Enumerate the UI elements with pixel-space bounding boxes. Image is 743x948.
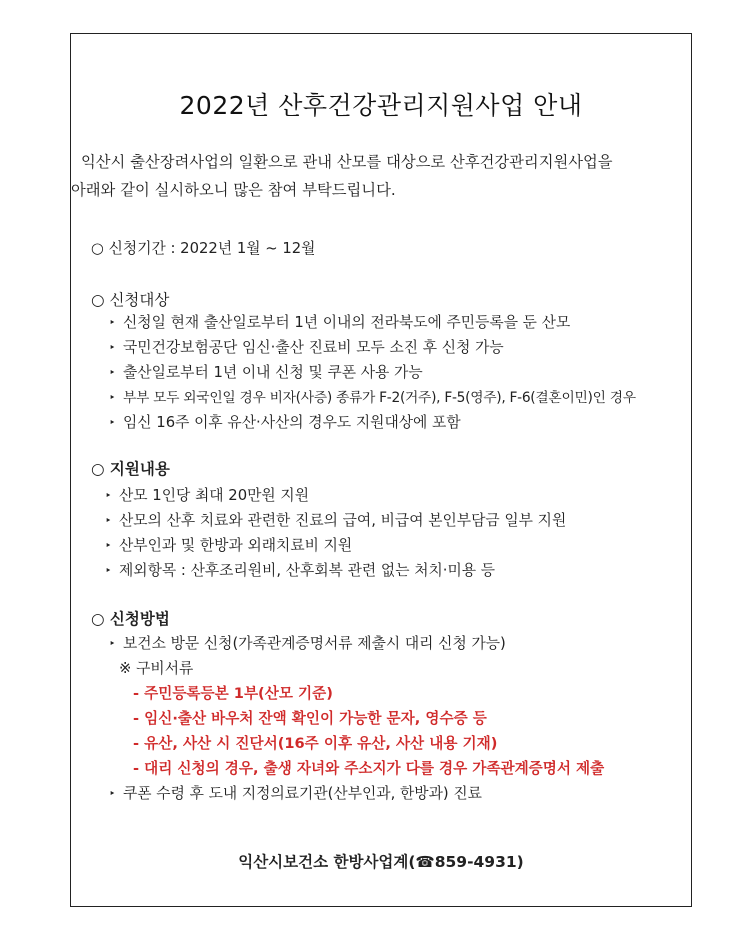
eligibility-heading: ○ 신청대상 xyxy=(91,291,170,309)
eligibility-item: ‣ 임신 16주 이후 유산·사산의 경우도 지원대상에 포함 xyxy=(109,414,461,431)
method-visit: ‣ 보건소 방문 신청(가족관계증명서류 제출시 대리 신청 가능) xyxy=(109,635,506,652)
notice-title: 2022년 산후건강관리지원사업 안내 xyxy=(179,91,583,120)
bullet-icon: ‣ xyxy=(105,489,112,502)
doc-item: - 유산, 사산 시 진단서(16주 이후 유산, 사산 내용 기재) xyxy=(133,735,498,752)
bullet-icon: ‣ xyxy=(109,637,116,650)
contact-footer: 익산시보건소 한방사업계(☎859-4931) xyxy=(238,853,524,871)
bullet-icon: ‣ xyxy=(109,416,116,429)
support-item: ‣ 제외항목 : 산후조리원비, 산후회복 관련 없는 처치·미용 등 xyxy=(105,562,496,579)
eligibility-item: ‣ 신청일 현재 출산일로부터 1년 이내의 전라북도에 주민등록을 둔 산모 xyxy=(109,314,571,331)
doc-item: - 임신·출산 바우처 잔액 확인이 가능한 문자, 영수증 등 xyxy=(133,710,487,727)
intro-paragraph xyxy=(71,148,691,204)
method-heading: ○ 신청방법 xyxy=(91,610,170,628)
support-item: ‣ 산모 1인당 최대 20만원 지원 xyxy=(105,487,309,504)
bullet-icon: ‣ xyxy=(109,366,116,379)
period-line: ○ 신청기간 : 2022년 1월 ~ 12월 xyxy=(91,240,316,257)
bullet-icon: ‣ xyxy=(109,341,116,354)
eligibility-item: ‣ 국민건강보험공단 임신·출산 진료비 모두 소진 후 신청 가능 xyxy=(109,339,504,356)
eligibility-item: ‣ 출산일로부터 1년 이내 신청 및 쿠폰 사용 가능 xyxy=(109,364,423,381)
intro-line-2: 아래와 같이 실시하오니 많은 참여 부탁드립니다. xyxy=(71,181,396,199)
bullet-icon: ‣ xyxy=(105,514,112,527)
doc-item: - 대리 신청의 경우, 출생 자녀와 주소지가 다를 경우 가족관계증명서 제출 xyxy=(133,760,605,777)
bullet-icon: ‣ xyxy=(109,391,116,404)
eligibility-item: ‣ 부부 모두 외국인일 경우 비자(사증) 종류가 F-2(거주), F-5(영주), F-6(결혼이민)인 경우 xyxy=(109,390,636,406)
bullet-icon: ‣ xyxy=(109,316,116,329)
support-item: ‣ 산모의 산후 치료와 관련한 진료의 급여, 비급여 본인부담금 일부 지원 xyxy=(105,512,567,529)
docs-heading: ※ 구비서류 xyxy=(119,660,194,677)
doc-item: - 주민등록등본 1부(산모 기준) xyxy=(133,685,333,702)
bullet-icon: ‣ xyxy=(105,564,112,577)
method-coupon: ‣ 쿠폰 수령 후 도내 지정의료기관(산부인과, 한방과) 진료 xyxy=(109,785,482,802)
support-item: ‣ 산부인과 및 한방과 외래치료비 지원 xyxy=(105,537,353,554)
notice-frame xyxy=(70,33,692,907)
support-heading: ○ 지원내용 xyxy=(91,460,170,478)
bullet-icon: ‣ xyxy=(109,787,116,800)
bullet-icon: ‣ xyxy=(105,539,112,552)
intro-line-1: 익산시 출산장려사업의 일환으로 관내 산모를 대상으로 산후건강관리지원사업을 xyxy=(81,153,613,171)
